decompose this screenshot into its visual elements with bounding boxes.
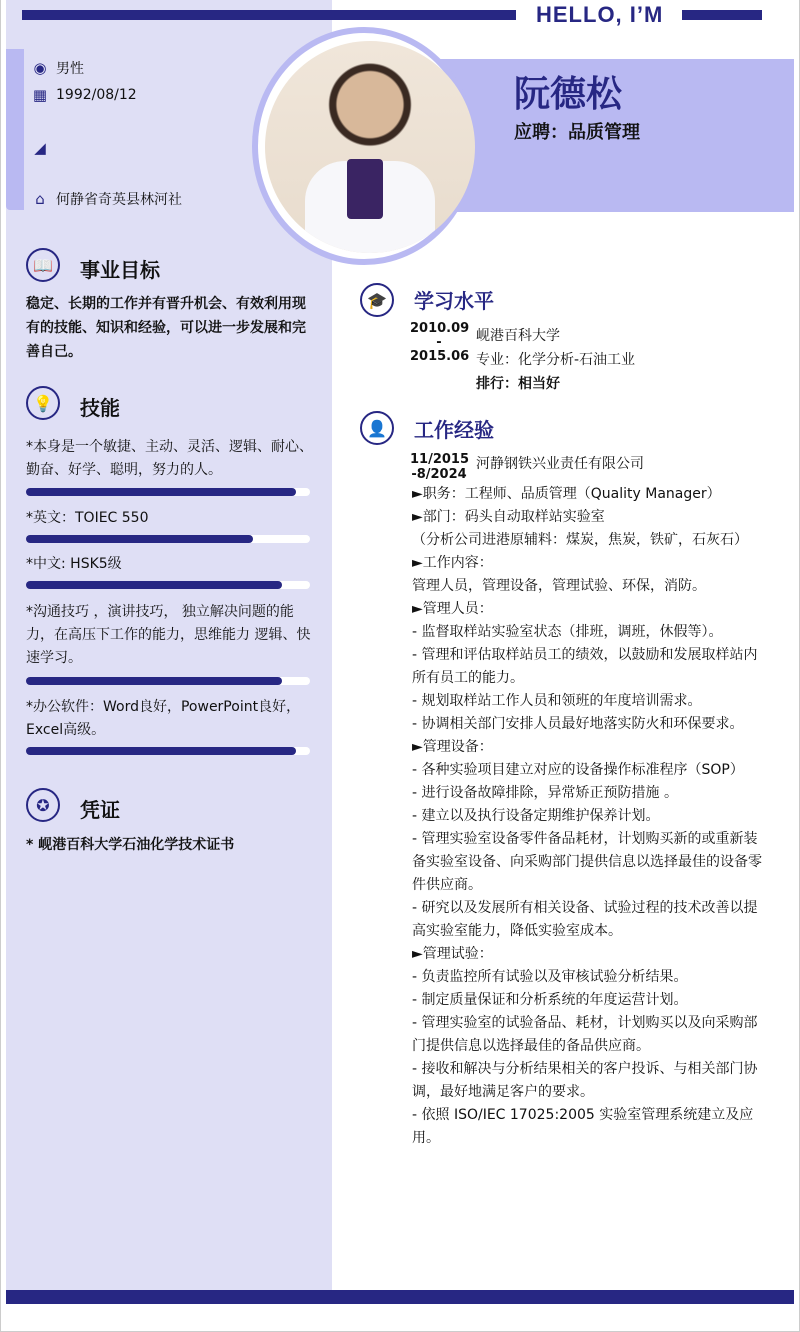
book-icon: 📖 <box>26 248 60 282</box>
address-text: 何静省奇英县林河社 <box>56 192 182 208</box>
work-line: - 监督取样站实验室状态（排班，调班，休假等）。 <box>412 624 723 640</box>
bottom-bar <box>6 1290 794 1304</box>
work-line: - 管理实验室的试验备品、耗材，计划购买以及向采购部门提供信息以选择最佳的备品供应商。 <box>412 1015 758 1054</box>
work-title: 工作经验 <box>414 418 494 442</box>
edu-date-start: 2010.09 <box>410 321 470 336</box>
work-line: - 依照 ISO/IEC 17025:2005 实验室管理系统建立及应用。 <box>412 1107 754 1146</box>
education-title: 学习水平 <box>414 289 494 313</box>
edu-date-sep: - <box>436 335 442 350</box>
goal-text: 稳定、长期的工作并有晋升机会、有效利用现有的技能、知识和经验，可以进一步发展和完善自己。 <box>26 296 306 360</box>
skill-bar <box>26 581 310 589</box>
work-date-start: 11/2015 <box>410 452 470 467</box>
photo-phone <box>347 159 383 219</box>
skill-bar-fill <box>26 581 282 589</box>
phone-icon: ◢ <box>34 139 46 157</box>
lightbulb-icon: 💡 <box>26 386 60 420</box>
work-line: （分析公司进港原辅料：煤炭，焦炭，铁矿，石灰石） <box>412 532 748 548</box>
work-line: - 管理和评估取样站员工的绩效，以鼓励和发展取样站内所有员工的能力。 <box>412 647 758 686</box>
education-dates <box>410 322 468 364</box>
skills-title: 技能 <box>80 396 120 420</box>
major: 专业：化学分析-石油工业 <box>476 352 636 368</box>
certificate-icon: ✪ <box>26 788 60 822</box>
birthday-text: 1992/08/12 <box>56 87 137 103</box>
work-line: - 规划取样站工作人员和领班的年度培训需求。 <box>412 693 702 709</box>
certs-title: 凭证 <box>80 798 120 822</box>
education-details <box>476 324 635 396</box>
skill-bar-fill <box>26 747 296 755</box>
profile-photo <box>265 41 475 253</box>
skill-item: *英文：TOIEC 550 <box>26 510 149 526</box>
applied-position: 应聘：品质管理 <box>514 122 640 143</box>
skill-item: *中文: HSK5级 <box>26 556 122 572</box>
work-date-end: -8/2024 <box>411 467 467 482</box>
top-bar-left <box>22 10 516 20</box>
contact-phone <box>32 139 56 157</box>
skill-item: *办公软件：Word良好，PowerPoint良好，Excel高级。 <box>26 699 301 738</box>
work-line: - 制定质量保证和分析系统的年度运营计划。 <box>412 992 688 1008</box>
top-bar-right <box>682 10 762 20</box>
work-line: - 进行设备故障排除，异常矫正预防措施 。 <box>412 785 678 801</box>
skill-bar <box>26 677 310 685</box>
work-details <box>412 483 770 1150</box>
skill-bar-fill <box>26 677 282 685</box>
work-line: - 负责监控所有试验以及审核试验分析结果。 <box>412 969 688 985</box>
skill-bar-fill <box>26 488 296 496</box>
work-dates <box>410 452 468 482</box>
work-line: - 接收和解决与分析结果相关的客户投诉、与相关部门协调，最好地满足客户的要求。 <box>412 1061 758 1100</box>
edu-date-end: 2015.06 <box>410 349 470 364</box>
work-line: ►职务：工程师、品质管理（Quality Manager） <box>412 486 721 502</box>
user-icon: ◉ <box>33 59 47 77</box>
gender-text: 男性 <box>56 61 84 77</box>
cert-item: * 岘港百科大学石油化学技术证书 <box>26 837 235 853</box>
contact-accent <box>6 49 24 210</box>
goal-title: 事业目标 <box>80 258 160 282</box>
skill-bar <box>26 535 310 543</box>
work-line: - 协调相关部门安排人员最好地落实防火和环保要求。 <box>412 716 744 732</box>
contact-gender <box>32 58 84 78</box>
work-line: ►管理设备： <box>412 739 493 755</box>
skill-item: *本身是一个敏捷、主动、灵活、逻辑、耐心、勤奋、好学、聪明，努力的人。 <box>26 439 313 478</box>
rank: 排行：相当好 <box>476 376 560 392</box>
work-company: 河静钢铁兴业责任有限公司 <box>476 456 644 472</box>
work-line: - 各种实验项目建立对应的设备操作标准程序（SOP） <box>412 762 744 778</box>
skill-bar-fill <box>26 535 253 543</box>
work-line: ►管理人员： <box>412 601 493 617</box>
work-line: - 建立以及执行设备定期维护保养计划。 <box>412 808 660 824</box>
work-line: - 管理实验室设备零件备品耗材，计划购买新的或重新装备实验室设备、向采购部门提供信息以选择最佳的设备零件供应商。 <box>412 831 762 893</box>
work-line: - 研究以及发展所有相关设备、试验过程的技术改善以提高实验室能力，降低实验室成本。 <box>412 900 758 939</box>
work-line: ►部门：码头自动取样站实验室 <box>412 509 605 525</box>
graduation-cap-icon: 🎓 <box>360 283 394 317</box>
home-icon: ⌂ <box>35 190 45 208</box>
contact-birthday <box>32 86 137 104</box>
school: 岘港百科大学 <box>476 328 560 344</box>
candidate-name: 阮德松 <box>514 74 623 115</box>
employee-icon: 👤 <box>360 411 394 445</box>
skill-bar <box>26 747 310 755</box>
contact-address <box>32 189 182 209</box>
work-line: 管理人员，管理设备，管理试验、环保，消防。 <box>412 578 706 594</box>
hello-heading: HELLO, I’M <box>536 2 664 27</box>
skill-item: *沟通技巧 ，演讲技巧， 独立解决问题的能力，在高压下工作的能力，思维能力 逻辑、快速学习。 <box>26 604 311 666</box>
skill-bar <box>26 488 310 496</box>
work-line: ►工作内容： <box>412 555 493 571</box>
work-line: ►管理试验： <box>412 946 493 962</box>
calendar-icon: ▦ <box>32 86 48 104</box>
